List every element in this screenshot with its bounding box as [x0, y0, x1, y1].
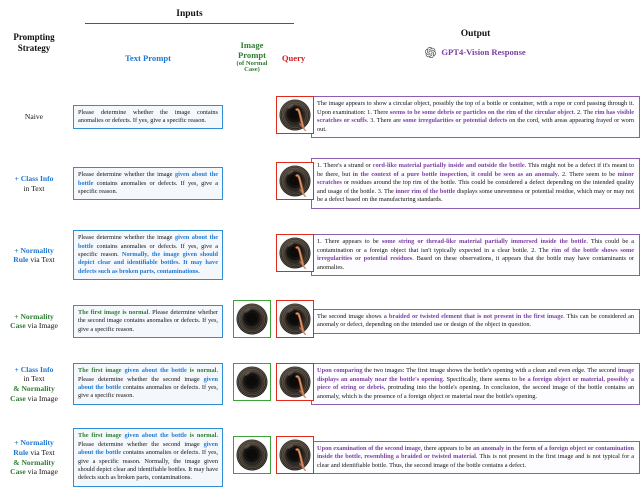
text-run: . Based on these observations, it appears that the bottle may have contaminants or anomalies.	[317, 255, 635, 271]
text-run: seems to be some debris or particles on the rim of the circular object	[389, 108, 574, 116]
text-run: or residues around the top rim of the bottle. This could be considered a defect depending on the intended quality and usage of the bottle. 3. The	[317, 179, 635, 195]
query-image	[276, 234, 314, 272]
text-run: in Text	[23, 374, 45, 384]
header-strategy-line1: Prompting	[13, 31, 55, 42]
text-run: contains anomalies or defects. If yes, give a specific reason.	[78, 384, 218, 400]
table-row	[0, 352, 640, 416]
text-run: . This could be a contamination or a foreign object that isn't typically expected in a clear bottle. 2. The	[317, 238, 635, 254]
table-row	[0, 86, 640, 147]
strategy-label	[0, 243, 68, 268]
header-strategy-line2: Strategy	[17, 43, 51, 54]
text-run: via Image	[25, 467, 58, 477]
text-run: . 2. The	[573, 108, 595, 116]
text-prompt-cell-normality-rule-and-normality-case	[68, 416, 228, 499]
text-run: a braided or twisted element that is not present in the first image	[383, 312, 564, 320]
text-run: given about the bottle	[124, 367, 187, 375]
text-run: on the cord, with areas appearing frayed or worn out.	[317, 117, 635, 133]
table-row	[0, 291, 640, 352]
header-group-row	[0, 0, 640, 33]
text-run: The second image shows	[317, 312, 384, 320]
text-run: + Class Info	[14, 174, 54, 183]
header-output-cell	[311, 0, 640, 86]
header-image-prompt-label: Image Prompt	[237, 39, 266, 60]
header-text-prompt-label: Text Prompt	[124, 52, 172, 63]
text-run: rim has visible scratches or scuffs	[317, 108, 635, 125]
text-run: inner rim of the bottle	[395, 187, 456, 195]
table-row	[0, 220, 640, 291]
query-cell-normality-rule-text	[276, 220, 311, 291]
text-run: + Normality	[14, 311, 54, 321]
header-text-prompt-cell	[68, 33, 228, 87]
header-query-label: Query	[281, 52, 306, 63]
text-run: 1. There's a strand or	[317, 162, 373, 170]
text-run: contains anomalies or defects. If yes, give a specific reason.	[78, 179, 218, 195]
text-run: image displays an anomaly near the bottle's opening	[317, 367, 635, 383]
text-run: given about the bottle	[78, 440, 218, 457]
text-run: + Normality	[14, 245, 54, 255]
text-run: minor scratches	[317, 170, 635, 187]
text-run: The first image	[78, 432, 125, 440]
text-run: an anomaly in the form of a foreign object or contamination inside the bottle, resembling a braided or twisted material	[317, 444, 635, 461]
query-image	[276, 162, 314, 200]
text-run: The first image	[78, 367, 125, 375]
text-prompt-cell-normality-rule-text	[68, 220, 228, 291]
text-run: . 3. There are	[366, 117, 403, 125]
text-run: : The first image shows the bottle's opening with a clean and even edge. The second	[402, 367, 618, 375]
text-run: cord-like material partially inside and outside the bottle	[372, 162, 525, 170]
query-cell-normality-rule-and-normality-case	[276, 416, 311, 499]
text-prompt-cell-class-info-text	[68, 148, 228, 220]
text-run: The first image is normal	[78, 308, 149, 316]
text-run: rim of the bottle shows some irregularities or potential residues	[317, 246, 635, 263]
strategy-label: Naive	[24, 112, 44, 122]
text-run: . This might not be a defect if it's meant to be there, but	[317, 162, 635, 178]
text-run: Please determine whether the image	[78, 171, 175, 179]
strategy-label	[0, 435, 68, 480]
text-run: some string or thread-like material partially immersed inside the bottle	[381, 238, 587, 246]
gpt-response-box	[311, 441, 640, 475]
text-run: via Text	[28, 447, 55, 457]
query-cell-naive	[276, 86, 311, 147]
text-run: be a foreign object or material, possibly a piece of string or debris,	[317, 375, 635, 392]
header-gpt-response-label: GPT4-Vision Response	[441, 47, 526, 58]
text-run: Upon comparing	[317, 367, 363, 375]
table-body	[0, 86, 640, 499]
text-prompt-box	[73, 105, 223, 130]
text-run: Upon examination of the second image	[317, 444, 421, 452]
text-run: . Specifically, there seems to	[442, 375, 520, 383]
gpt-response-box	[311, 96, 640, 138]
text-run: contains anomalies or defects. If yes, give a specific reason.	[78, 242, 218, 259]
text-run: . Please determine whether the second image	[78, 432, 219, 448]
text-run: + Normality	[14, 438, 54, 448]
query-image	[276, 363, 314, 401]
header-inputs-underline	[85, 23, 294, 24]
text-run: is normal	[186, 432, 217, 440]
text-prompt-cell-naive	[68, 86, 228, 147]
text-prompt-cell-normality-case-image	[68, 291, 228, 352]
text-run: Case	[10, 393, 26, 403]
text-prompt-cell-class-info-and-normality-case	[68, 352, 228, 416]
text-run: Normally, the image given should depict clear and identifiable bottles. It may have defects such as broken parts, contaminations.	[78, 251, 218, 275]
strategy-label	[0, 309, 68, 334]
text-run: given about the bottle	[124, 432, 187, 440]
text-run: Please determine whether the image contains anomalies or defects. If yes, give a specific reason.	[78, 108, 218, 125]
text-prompt-box	[73, 230, 223, 280]
text-run: via Text	[28, 255, 55, 265]
text-run: . This can be considered an anomaly or defect, depending on the intended use or design of the object in question.	[317, 312, 635, 329]
text-run: The image appears to show a circular object, possibly the top of a bottle or container, with a rope or cord passing through it. Upon examination: 1. There	[317, 100, 635, 116]
text-run: given about the bottle	[78, 171, 218, 187]
text-prompt-box	[73, 167, 223, 200]
gpt-response-box	[311, 234, 640, 276]
text-run: is normal	[186, 367, 217, 375]
header-image-prompt-cell	[228, 33, 276, 87]
image-prompt-cell-class-info-and-normality-case	[228, 352, 276, 416]
text-run: + Class Info	[14, 364, 54, 374]
text-run: & Normality	[13, 384, 55, 394]
text-run: . Please determine whether the second image contains anomalies or defects. If yes, give a specific reason.	[78, 308, 219, 333]
text-run: in the context of a pure bottle inspection, it could be seen as an anomaly	[352, 170, 558, 178]
header-gpt-response	[311, 41, 640, 62]
response-cell-class-info-text	[311, 148, 640, 220]
strategy-cell-normality-rule-text	[0, 220, 68, 291]
text-run: 1. There appears to be	[317, 238, 382, 246]
header-query-cell	[276, 33, 311, 87]
text-run: Case	[10, 321, 26, 331]
image-prompt-cell-normality-rule-text	[228, 220, 276, 291]
text-run: Please determine whether the image	[78, 234, 175, 242]
text-run: & Normality	[13, 457, 55, 467]
image-prompt-cell-naive	[228, 86, 276, 147]
text-run: via Image	[25, 321, 58, 331]
header-output-label: Output	[460, 28, 491, 39]
response-cell-class-info-and-normality-case	[311, 352, 640, 416]
normal-case-image	[233, 363, 271, 401]
text-run: via Image	[25, 393, 58, 403]
strategy-cell-class-info-text	[0, 148, 68, 220]
text-run: Rule	[13, 447, 29, 457]
strategy-cell-class-info-and-normality-case	[0, 352, 68, 416]
normal-case-image	[233, 300, 271, 338]
text-run: . This is not present in the first image and is not typical for a clear and identifiable bottle. Thus, the second image of the bottle contains a defect.	[317, 453, 635, 469]
text-run: , there appears to be	[420, 444, 473, 452]
text-run: in Text	[23, 183, 45, 193]
text-run: contains anomalies or defects. If yes, give a specific reason. Normally, the image given should depict clear and identifiable bottles. It may have defects such as broken parts, contaminations.	[78, 449, 218, 482]
text-run: . Please determine whether the second image	[78, 367, 219, 383]
openai-logo-icon	[425, 47, 436, 58]
response-cell-normality-rule-text	[311, 220, 640, 291]
gpt-response-box	[311, 309, 640, 334]
query-image	[276, 300, 314, 338]
query-cell-class-info-and-normality-case	[276, 352, 311, 416]
image-prompt-cell-class-info-text	[228, 148, 276, 220]
strategy-cell-normality-case-image	[0, 291, 68, 352]
response-cell-normality-rule-and-normality-case	[311, 416, 640, 499]
normal-case-image	[233, 436, 271, 474]
text-run: the two images	[362, 367, 403, 375]
text-run: . 2. There seem to be	[557, 170, 618, 178]
text-run: some irregularities or potential defects	[402, 117, 508, 125]
text-prompt-box	[73, 305, 223, 338]
gpt-response-box	[311, 158, 640, 209]
text-run: protruding into the bottle's opening. In conclusion, the second image of the bottle contains an anomaly, which is the presence of a foreign object or material near the bottle's opening.	[317, 384, 635, 400]
text-run: Case	[10, 467, 26, 477]
header-strategy-cell	[0, 0, 68, 86]
strategy-label	[0, 362, 68, 407]
strategy-cell-normality-rule-and-normality-case	[0, 416, 68, 499]
text-run: displays some unevenness or potential residue, which may or may not be a defect based on the manufacturing standards.	[317, 187, 635, 204]
text-prompt-box	[73, 428, 223, 486]
strategy-cell-naive	[0, 86, 68, 147]
query-cell-class-info-text	[276, 148, 311, 220]
query-image	[276, 96, 314, 134]
query-image	[276, 436, 314, 474]
query-cell-normality-case-image	[276, 291, 311, 352]
text-run: Rule	[13, 255, 29, 265]
table-row	[0, 148, 640, 220]
text-run: given about the bottle	[78, 375, 218, 392]
text-prompt-box	[73, 363, 223, 404]
table-row	[0, 416, 640, 499]
header-inputs-label: Inputs	[176, 8, 203, 19]
header-image-prompt-note: (of Normal Case)	[236, 59, 268, 74]
gpt-response-box	[311, 363, 640, 405]
image-prompt-cell-normality-rule-and-normality-case	[228, 416, 276, 499]
text-run: given about the bottle	[78, 234, 218, 250]
response-cell-normality-case-image	[311, 291, 640, 352]
response-cell-naive	[311, 86, 640, 147]
header-inputs-cell	[68, 0, 311, 33]
strategy-label	[0, 171, 68, 196]
image-prompt-cell-normality-case-image	[228, 291, 276, 352]
